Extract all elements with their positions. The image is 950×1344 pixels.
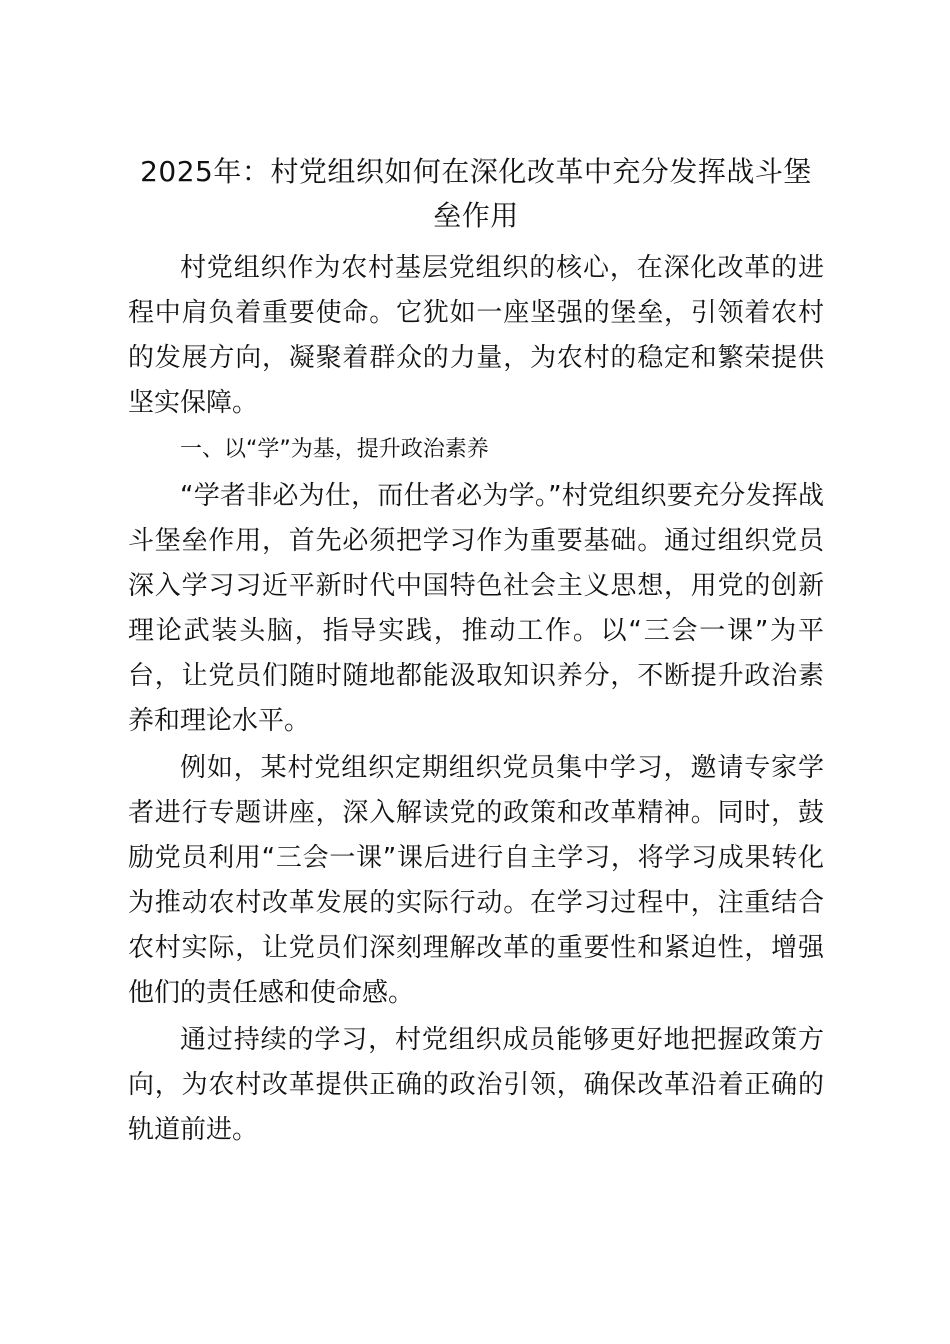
- intro-paragraph: 村党组织作为农村基层党组织的核心，在深化改革的进程中肩负着重要使命。它犹如一座坚强的堡垒，引领着农村的发展方向，凝聚着群众的力量，为农村的稳定和繁荣提供坚实保障。: [128, 253, 824, 418]
- section-heading: 一、以“学”为基，提升政治素养: [180, 437, 489, 462]
- body-paragraph: 通过持续的学习，村党组织成员能够更好地把握政策方向，为农村改革提供正确的政治引领，确保改革沿着正确的轨道前进。: [128, 1025, 824, 1145]
- document-body: [128, 150, 824, 1153]
- body-paragraph: “学者非必为仕，而仕者必为学。”村党组织要充分发挥战斗堡垒作用，首先必须把学习作为重要基础。通过组织党员深入学习习近平新时代中国特色社会主义思想，用党的创新理论武装头脑，指导实践，推动工作。以“三会一课”为平台，让党员们随时随地都能汲取知识养分，不断提升政治素养和理论水平。: [128, 481, 824, 736]
- document-title: 2025年：村党组织如何在深化改革中充分发挥战斗堡垒作用: [140, 155, 812, 232]
- body-paragraph: 例如，某村党组织定期组织党员集中学习，邀请专家学者进行专题讲座，深入解读党的政策和改革精神。同时，鼓励党员利用“三会一课”课后进行自主学习，将学习成果转化为推动农村改革发展的实际行动。在学习过程中，注重结合农村实际，让党员们深刻理解改革的重要性和紧迫性，增强他们的责任感和使命感。: [128, 753, 824, 1008]
